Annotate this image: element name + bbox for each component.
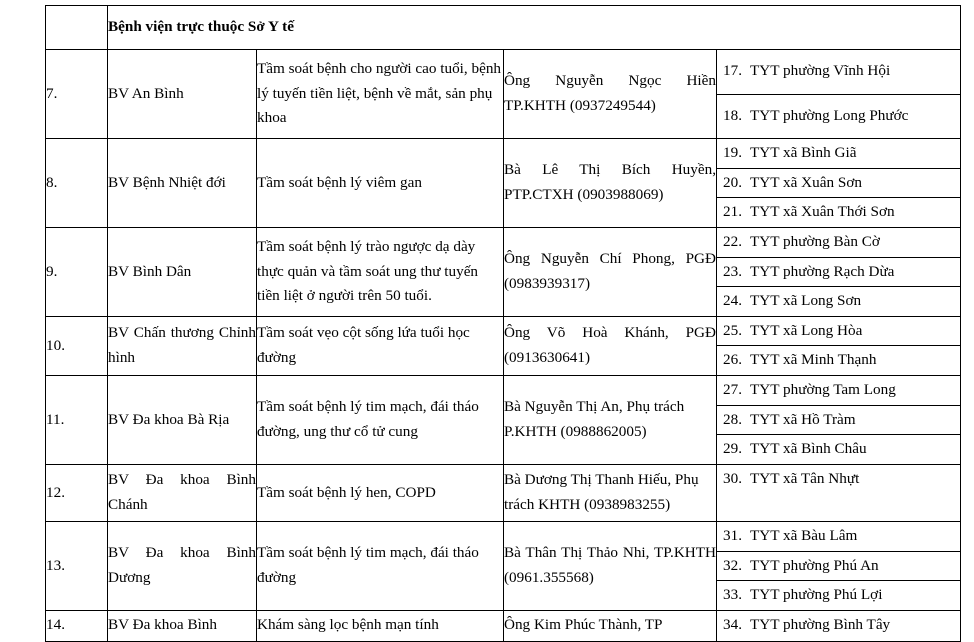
station-entry — [717, 551, 960, 581]
station-label: TYT phường Phú An — [750, 556, 879, 574]
list-item — [717, 405, 960, 435]
list-item — [717, 581, 960, 610]
list-item — [717, 50, 960, 94]
facility-name: BV Đa khoa Bình Dương — [108, 521, 257, 610]
station-label: TYT phường Phú Lợi — [750, 586, 883, 604]
station-entry — [717, 287, 960, 316]
station-number: 31. — [723, 526, 742, 544]
station-list — [717, 611, 960, 640]
facility-name: BV Đa khoa Bà Rịa — [108, 376, 257, 465]
station-number: 27. — [723, 381, 742, 398]
row-index: 7. — [46, 50, 108, 139]
station-list-cell — [717, 610, 961, 641]
row-index: 12. — [46, 464, 108, 521]
row-index: 14. — [46, 610, 108, 641]
row-index: 13. — [46, 521, 108, 610]
list-item — [717, 317, 960, 346]
row-index: 11. — [46, 376, 108, 465]
list-item — [717, 287, 960, 316]
station-label: TYT xã Bình Châu — [750, 440, 867, 458]
table-row — [46, 376, 961, 465]
station-number: 26. — [723, 351, 742, 369]
screening-description: Khám sàng lọc bệnh mạn tính — [257, 610, 504, 641]
station-list-cell — [717, 227, 961, 316]
facility-name: BV Chấn thương Chỉnh hình — [108, 316, 257, 375]
station-label: TYT phường Vĩnh Hội — [750, 62, 891, 80]
table-row — [46, 521, 961, 610]
station-label: TYT xã Bàu Lâm — [750, 526, 858, 544]
contact-person: Bà Lê Thị Bích Huyền, PTP.CTXH (0903988069) — [504, 139, 717, 228]
station-label: TYT phường Long Phước — [750, 106, 909, 124]
station-number: 24. — [723, 292, 742, 310]
station-entry — [717, 346, 960, 375]
station-label: TYT phường Rạch Dừa — [750, 262, 895, 280]
table-row — [46, 139, 961, 228]
station-label: TYT phường Bình Tây — [750, 615, 891, 633]
station-number: 30. — [723, 469, 742, 487]
station-number: 34. — [723, 615, 742, 633]
station-entry — [717, 435, 960, 464]
station-entry — [717, 50, 960, 94]
station-list-cell — [717, 139, 961, 228]
station-entry — [717, 198, 960, 227]
table-row — [46, 316, 961, 375]
station-list-cell — [717, 376, 961, 465]
contact-person: Ông Võ Hoà Khánh, PGĐ (0913630641) — [504, 316, 717, 375]
screening-description: Tầm soát bệnh lý viêm gan — [257, 139, 504, 228]
list-item — [717, 94, 960, 138]
list-item — [717, 551, 960, 581]
station-entry — [717, 581, 960, 610]
screening-description: Tầm soát vẹo cột sống lứa tuổi học đường — [257, 316, 504, 375]
station-entry — [717, 376, 960, 405]
list-item — [717, 522, 960, 551]
station-list-cell — [717, 464, 961, 521]
list-item — [717, 346, 960, 375]
screening-description: Tầm soát bệnh lý trào ngược dạ dày thực quản và tầm soát ung thư tuyến tiền liệt ở người trên 50 tuổi. — [257, 227, 504, 316]
station-list-cell — [717, 316, 961, 375]
station-label: TYT phường Tam Long — [750, 381, 896, 398]
station-list — [717, 317, 960, 375]
header-index-cell — [46, 6, 108, 50]
station-label: TYT xã Long Sơn — [750, 292, 862, 310]
list-item — [717, 139, 960, 168]
station-entry — [717, 317, 960, 346]
station-entry — [717, 257, 960, 287]
station-list — [717, 465, 960, 494]
station-list — [717, 50, 960, 138]
station-number: 20. — [723, 173, 742, 191]
screening-description: Tầm soát bệnh lý tim mạch, đái tháo đường — [257, 521, 504, 610]
station-list — [717, 522, 960, 610]
table-row — [46, 464, 961, 521]
station-entry — [717, 228, 960, 257]
list-item — [717, 465, 960, 494]
facility-name: BV Đa khoa Bình — [108, 610, 257, 641]
table-row — [46, 50, 961, 139]
screening-description: Tầm soát bệnh cho người cao tuổi, bệnh lý tuyến tiền liệt, bệnh về mắt, sản phụ khoa — [257, 50, 504, 139]
station-list — [717, 228, 960, 316]
station-number: 32. — [723, 556, 742, 574]
contact-person: Bà Nguyễn Thị An, Phụ trách P.KHTH (0988862005) — [504, 376, 717, 465]
station-number: 18. — [723, 106, 742, 124]
station-label: TYT xã Long Hòa — [750, 321, 863, 339]
row-index: 8. — [46, 139, 108, 228]
station-entry — [717, 94, 960, 138]
station-number: 17. — [723, 62, 742, 80]
station-label: TYT phường Bàn Cờ — [750, 232, 880, 250]
station-list-cell — [717, 50, 961, 139]
station-label: TYT xã Bình Giã — [750, 144, 857, 161]
station-entry — [717, 465, 960, 494]
station-number: 22. — [723, 232, 742, 250]
table-section-header-row — [46, 6, 961, 50]
contact-person: Bà Dương Thị Thanh Hiếu, Phụ trách KHTH (0938983255) — [504, 464, 717, 521]
facility-name: BV Bình Dân — [108, 227, 257, 316]
contact-person: Ông Kim Phúc Thành, TP — [504, 610, 717, 641]
facility-name: BV Bệnh Nhiệt đới — [108, 139, 257, 228]
table-row — [46, 610, 961, 641]
station-number: 25. — [723, 321, 742, 339]
list-item — [717, 376, 960, 405]
station-label: TYT xã Xuân Thới Sơn — [750, 203, 895, 221]
station-number: 33. — [723, 586, 742, 604]
hospital-screening-table — [45, 5, 961, 642]
list-item — [717, 228, 960, 257]
station-entry — [717, 139, 960, 168]
section-title: Bệnh viện trực thuộc Sở Y tế — [108, 6, 961, 50]
screening-description: Tầm soát bệnh lý tim mạch, đái tháo đường, ung thư cổ tử cung — [257, 376, 504, 465]
contact-person: Ông Nguyễn Ngọc Hiền TP.KHTH (0937249544) — [504, 50, 717, 139]
station-number: 23. — [723, 262, 742, 280]
contact-person: Ông Nguyễn Chí Phong, PGĐ (0983939317) — [504, 227, 717, 316]
list-item — [717, 611, 960, 640]
station-entry — [717, 611, 960, 640]
station-label: TYT xã Minh Thạnh — [750, 351, 877, 369]
station-entry — [717, 168, 960, 198]
table-row — [46, 227, 961, 316]
facility-name: BV Đa khoa Bình Chánh — [108, 464, 257, 521]
list-item — [717, 435, 960, 464]
row-index: 9. — [46, 227, 108, 316]
list-item — [717, 198, 960, 227]
screening-description: Tầm soát bệnh lý hen, COPD — [257, 464, 504, 521]
station-number: 21. — [723, 203, 742, 221]
station-entry — [717, 522, 960, 551]
station-list — [717, 376, 960, 464]
station-list-cell — [717, 521, 961, 610]
station-label: TYT xã Xuân Sơn — [750, 173, 862, 191]
list-item — [717, 168, 960, 198]
station-list — [717, 139, 960, 227]
station-number: 28. — [723, 410, 742, 428]
facility-name: BV An Bình — [108, 50, 257, 139]
station-label: TYT xã Hồ Tràm — [750, 410, 856, 428]
station-entry — [717, 405, 960, 435]
station-number: 29. — [723, 440, 742, 458]
row-index: 10. — [46, 316, 108, 375]
station-label: TYT xã Tân Nhựt — [750, 469, 860, 487]
station-number: 19. — [723, 144, 742, 161]
contact-person: Bà Thân Thị Thảo Nhi, TP.KHTH (0961.355568) — [504, 521, 717, 610]
list-item — [717, 257, 960, 287]
